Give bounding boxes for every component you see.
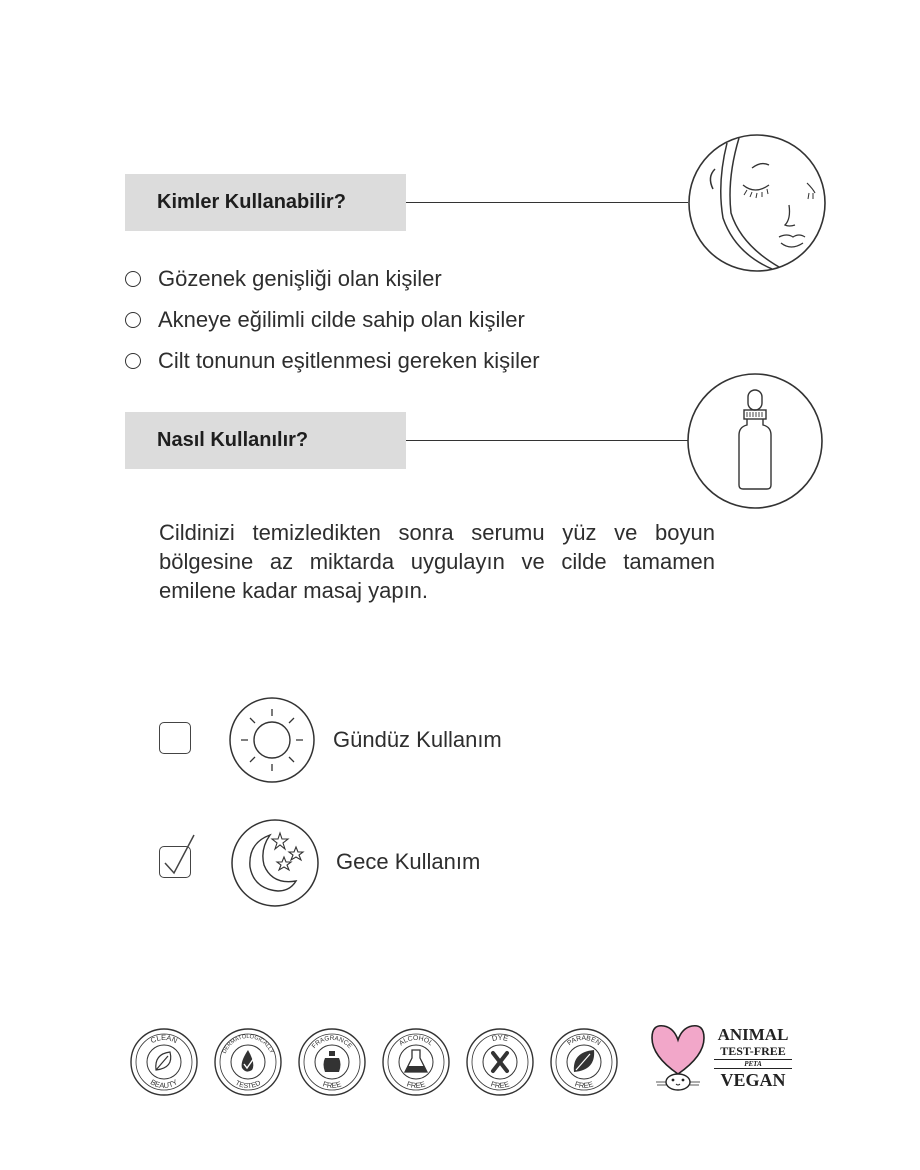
badge-bottom-text: FREE [321,1079,343,1091]
circle-bullet-icon [125,312,141,328]
badge-bottom-text: FREE [573,1079,595,1091]
fragrance-free-badge [298,1028,366,1096]
badge-top-text: PARABEN [566,1034,602,1048]
svg-text:DYE [491,1033,509,1043]
dye-free-badge [466,1028,534,1096]
badge-bottom-text: BEAUTY [148,1077,180,1091]
list-item-text: Akneye eğilimli cilde sahip olan kişiler [158,306,525,332]
circle-bullet-icon [125,271,141,287]
list-item [125,258,540,299]
who-can-use-heading [125,174,406,231]
badge-bottom-text: FREE [405,1079,427,1091]
badge-bottom-text: FREE [489,1079,511,1091]
circle-bullet-icon [125,353,141,369]
peta-logo-text [708,1026,798,1090]
peta-bunny-logo [648,1022,708,1092]
sun-icon [227,697,317,783]
peta-line3: VEGAN [720,1070,786,1090]
badge-top-text: FRAGRANCE [310,1035,354,1050]
who-can-use-list [125,258,540,381]
who-can-use-title: Kimler Kullanabilir? [157,191,346,213]
list-item [125,340,540,381]
peta-line2: TEST-FREE [720,1044,786,1058]
how-to-use-title: Nasıl Kullanılır? [157,429,309,451]
dermatologically-tested-badge [214,1028,282,1096]
how-to-use-heading [125,412,406,469]
list-item-text: Gözenek genişliği olan kişiler [158,265,442,291]
badge-bottom-text: TESTED [233,1079,263,1091]
paraben-free-badge [550,1028,618,1096]
list-item-text: Cilt tonunun eşitlenmesi gereken kişiler [158,347,540,373]
list-item [125,299,540,340]
night-usage-label: Gece Kullanım [336,849,481,874]
badge-top-text: CLEAN [149,1032,179,1046]
clean-beauty-badge [130,1028,198,1096]
badge-top-text: DYE [490,1032,510,1044]
peta-line1: ANIMAL [717,1025,789,1044]
alcohol-free-badge [382,1028,450,1096]
how-to-use-text: Cildinizi temizledikten sonra serumu yüz ve boyun bölgesine az miktarda uygulayın ve cilde tamamen emilene kadar masaj yapın. [159,520,715,603]
badge-top-text: ALCOHOL [398,1034,434,1048]
dropper-bottle-icon [687,373,827,513]
who-divider-line [406,202,688,203]
day-usage-label: Gündüz Kullanım [333,727,502,752]
peta-brand: PETA [714,1059,792,1069]
face-icon [687,133,827,273]
checkmark-icon [158,833,198,879]
moon-stars-icon [230,819,320,907]
badge-top-text: DERMATOLOGICALLY [221,1033,275,1055]
day-usage-checkbox[interactable] [159,722,191,754]
how-divider-line [406,440,688,441]
